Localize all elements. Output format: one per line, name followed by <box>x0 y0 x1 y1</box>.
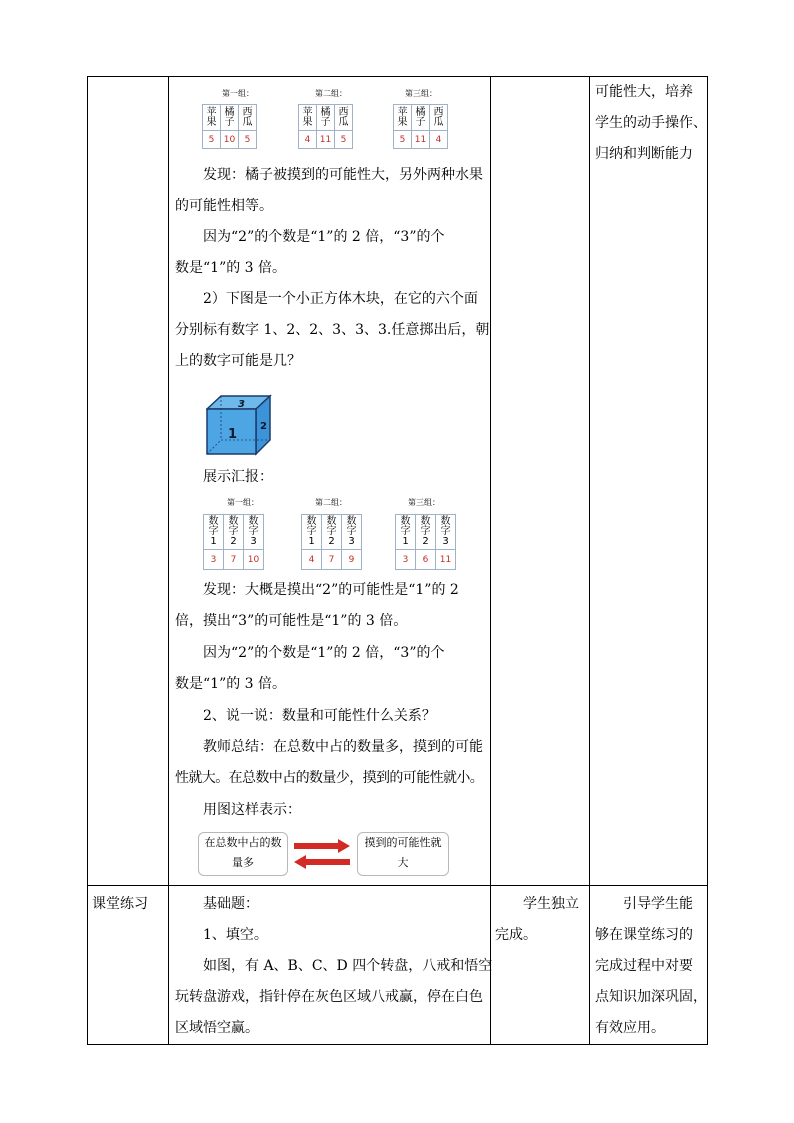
table-cell: 4 <box>302 550 322 570</box>
table-cell: 6 <box>416 550 436 570</box>
text-line: 区域悟空赢。 <box>175 1020 259 1036</box>
text-line: 归纳和判断能力 <box>595 146 693 162</box>
discussion-paragraph <box>175 701 485 732</box>
text-line: 可能性大，培养 <box>595 84 693 100</box>
table-cell: 5 <box>239 131 257 149</box>
table-cell: 7 <box>322 550 342 570</box>
table-cell: 3 <box>204 550 224 570</box>
table-cell: 5 <box>394 131 412 149</box>
table-header-cell: 数 字 1 <box>396 515 416 550</box>
table-header-cell: 西 瓜 <box>239 105 257 131</box>
text-line: 如图，有 A、B、C、D 四个转盘，八戒和悟空 <box>203 958 493 974</box>
student-activity <box>495 889 587 951</box>
quantity-more-box <box>198 832 288 876</box>
text-line: 1、填空。 <box>203 927 268 943</box>
diagram-intro-paragraph <box>175 795 485 826</box>
fruit-results-table-3 <box>393 104 448 149</box>
text-line: 因为“2”的个数是“1”的 2 倍，“3”的个 <box>203 229 445 245</box>
table-header-cell: 西 瓜 <box>335 105 353 131</box>
table-bottom-border <box>87 1044 708 1045</box>
table-header-cell: 苹 果 <box>203 105 221 131</box>
group-title: 第一组： <box>227 498 259 507</box>
box-line: 在总数中占的数 <box>204 836 282 849</box>
table-header-cell: 数 字 3 <box>244 515 264 550</box>
table-cell: 5 <box>203 131 221 149</box>
text-line: 的可能性相等。 <box>175 198 273 214</box>
table-header-cell: 苹 果 <box>299 105 317 131</box>
fruit-results-table-1 <box>202 104 257 149</box>
table-header-cell: 橘 子 <box>221 105 239 131</box>
table-header-cell: 数 字 2 <box>224 515 244 550</box>
table-header-cell: 数 字 3 <box>342 515 362 550</box>
text-line: 学生的动手操作、 <box>595 115 707 131</box>
table-cell: 11 <box>412 131 430 149</box>
table-header-cell: 西 瓜 <box>430 105 448 131</box>
reason-paragraph-1 <box>175 222 485 284</box>
table-header-cell: 橘 子 <box>317 105 335 131</box>
design-intent-row1 <box>595 77 705 170</box>
box-line: 大 <box>397 856 409 869</box>
text-line: 玩转盘游戏，指针停在灰色区域八戒赢，停在白色 <box>175 989 483 1005</box>
text-line: 2）下图是一个小正方体木块，在它的六个面 <box>203 291 478 307</box>
text-line: 倍，摸出“3”的可能性是“1”的 3 倍。 <box>175 613 408 629</box>
column-divider-1 <box>168 76 169 1045</box>
row-divider <box>87 885 708 886</box>
text-line: 上的数字可能是几？ <box>175 353 301 369</box>
cube-top-label: 3 <box>238 399 245 410</box>
group-title: 第一组： <box>222 89 254 98</box>
table-header-cell: 苹 果 <box>394 105 412 131</box>
text-line: 2、说一说：数量和可能性什么关系？ <box>203 708 436 724</box>
table-cell: 3 <box>396 550 416 570</box>
box-line: 量多 <box>232 856 254 869</box>
probability-large-box <box>357 832 449 876</box>
table-cell: 7 <box>224 550 244 570</box>
finding-paragraph-1 <box>175 160 485 222</box>
stage-label: 课堂练习 <box>92 896 148 912</box>
table-right-border <box>707 76 708 1045</box>
number-results-table-3 <box>395 514 456 570</box>
text-line: 引导学生能 <box>623 896 693 912</box>
number-results-table-2 <box>301 514 362 570</box>
table-header-cell: 数 字 1 <box>302 515 322 550</box>
fruit-results-table-2 <box>298 104 353 149</box>
text-line: 分别标有数字 1、2、2、3、3、3.任意掷出后，朝 <box>175 322 490 338</box>
table-cell: 11 <box>317 131 335 149</box>
text-line: 数是“1”的 3 倍。 <box>175 676 287 692</box>
table-header-cell: 橘 子 <box>412 105 430 131</box>
group-title: 第二组： <box>315 89 347 98</box>
text-line: 发现：橘子被摸到的可能性大，另外两种水果 <box>203 167 483 183</box>
text-line: 用图这样表示： <box>203 802 301 818</box>
bidirectional-arrows-icon <box>292 838 352 872</box>
column-divider-3 <box>589 76 590 1045</box>
practice-content <box>175 889 493 1044</box>
cube-question-paragraph <box>175 284 490 377</box>
finding-paragraph-2 <box>175 575 485 637</box>
text-line: 点知识加深巩固， <box>595 989 707 1005</box>
table-left-border <box>87 76 88 1045</box>
number-results-table-1 <box>203 514 264 570</box>
cube-front-label: 1 <box>228 427 238 442</box>
box-line: 摸到的可能性就 <box>364 836 442 849</box>
table-cell: 10 <box>244 550 264 570</box>
cube-right-label: 2 <box>260 421 267 432</box>
reason-paragraph-2 <box>175 638 485 700</box>
text-line: 完成过程中对要 <box>595 958 693 974</box>
table-header-cell: 数 字 2 <box>322 515 342 550</box>
text-line: 教师总结：在总数中占的数量多，摸到的可能 <box>203 739 483 755</box>
text-line: 发现：大概是摸出“2”的可能性是“1”的 2 <box>203 582 459 598</box>
table-header-cell: 数 字 3 <box>436 515 456 550</box>
text-line: 数是“1”的 3 倍。 <box>175 260 287 276</box>
table-header-cell: 数 字 1 <box>204 515 224 550</box>
table-cell: 11 <box>436 550 456 570</box>
group-title: 第三组： <box>408 498 440 507</box>
number-cube-image <box>206 394 272 456</box>
column-divider-2 <box>490 76 491 1045</box>
text-line: 性就大。在总数中占的数量少，摸到的可能性就小。 <box>175 770 484 786</box>
text-line: 够在课堂练习的 <box>595 927 693 943</box>
group-title: 第二组： <box>315 498 347 507</box>
design-intent-row2 <box>595 889 705 1044</box>
table-cell: 4 <box>430 131 448 149</box>
text-line: 有效应用。 <box>595 1020 665 1036</box>
table-header-cell: 数 字 2 <box>416 515 436 550</box>
text-line: 因为“2”的个数是“1”的 2 倍，“3”的个 <box>203 645 445 661</box>
report-label: 展示汇报： <box>203 469 273 485</box>
text-line: 完成。 <box>495 927 537 943</box>
table-cell: 10 <box>221 131 239 149</box>
table-cell: 5 <box>335 131 353 149</box>
teacher-summary-paragraph <box>175 732 485 794</box>
group-title: 第三组： <box>405 89 437 98</box>
table-cell: 4 <box>299 131 317 149</box>
text-line: 学生独立 <box>523 896 579 912</box>
text-line: 基础题： <box>203 896 259 912</box>
table-cell: 9 <box>342 550 362 570</box>
